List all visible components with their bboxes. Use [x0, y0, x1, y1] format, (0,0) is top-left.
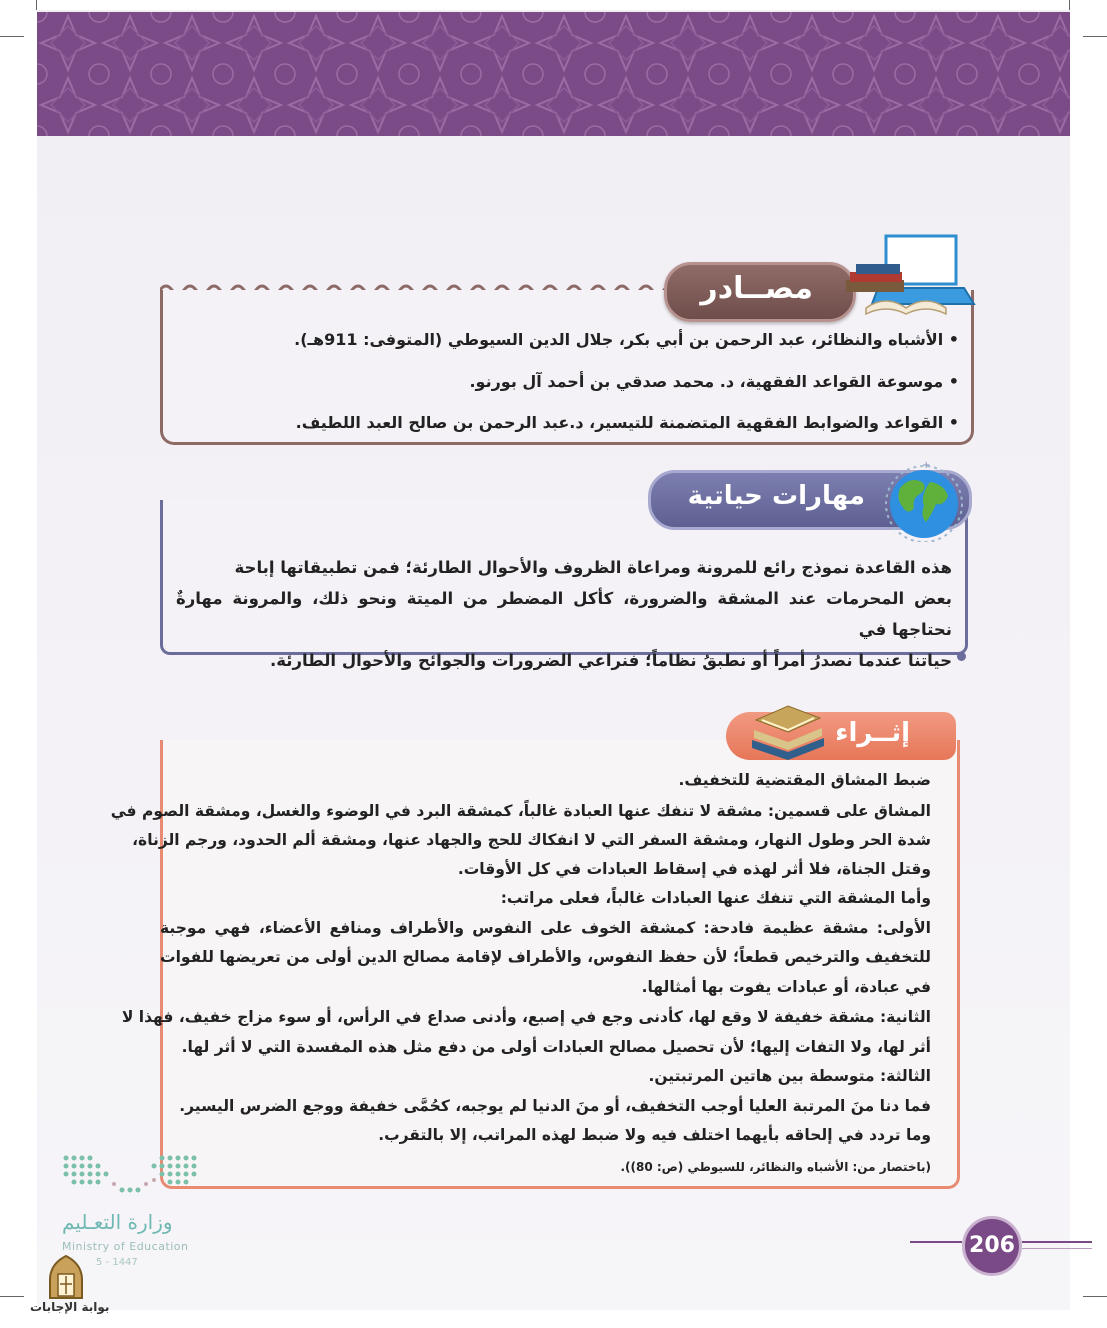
crop-mark [1069, 0, 1070, 10]
edition-year: 5 - 1447 [96, 1257, 138, 1268]
life-skills-text [176, 552, 952, 676]
enrichment-line: ضبط المشاق المقتضية للتخفيف. [678, 771, 931, 789]
enrichment-line: شدة الحر وطول النهار، ومشقة السفر التي لا انفكاك للحج والجهاد عنها، ومشقة ألم الحدود، ورجم الزناة، [132, 831, 931, 849]
bullet-dot [957, 652, 966, 661]
answers-portal-label: بوابة الإجابات [30, 1300, 110, 1314]
sources-item: • القواعد والضوابط الفقهية المتضمنة للتيسير، د.عبد الرحمن بن صالح العبد اللطيف. [295, 413, 959, 432]
books-icon [748, 700, 828, 760]
life-skills-title: مهارات حياتية [687, 481, 865, 511]
enrichment-title: إثــراء [835, 718, 910, 748]
enrichment-line: أثر لها، ولا التفات إليها؛ لأن تحصيل مصالح العبادات أولى من دفع مثل هذه المفسدة التي لا أثر لها. [181, 1038, 931, 1056]
crop-mark [1083, 36, 1107, 37]
enrichment-line: الثالثة: متوسطة بين هاتين المرتبتين. [648, 1067, 931, 1085]
page-number-rule [1022, 1248, 1092, 1249]
answers-portal-logo-icon [44, 1254, 88, 1300]
enrichment-line: للتخفيف والترخيص قطعاً؛ لأن حفظ النفوس، والأطراف لإقامة مصالح الدين أولى من تعريضها للفوات [160, 948, 931, 966]
enrichment-line: الأولى: مشقة عظيمة فادحة: كمشقة الخوف على النفوس والأطراف ومنافع الأعضاء، فهي موجبة [160, 919, 931, 937]
page-number-rule [910, 1241, 962, 1243]
sources-title: مصــادر [700, 271, 813, 306]
enrichment-citation: (باختصار من: الأشباه والنظائر، للسيوطي (ص: 80)). [620, 1160, 931, 1174]
crop-mark [1083, 1296, 1107, 1297]
enrichment-line: المشاق على قسمين: مشقة لا تنفك عنها العبادة غالباً، كمشقة البرد في الوضوء والغسل، ومشقة الصوم في [110, 802, 931, 820]
crop-mark [0, 1296, 24, 1297]
globe-icon [878, 458, 970, 542]
enrichment-line: الثانية: مشقة خفيفة لا وقع لها، كأدنى وجع في إصبع، وأدنى صداع في الرأس، أو سوء مزاج خفيف، فهذا لا [121, 1008, 931, 1026]
page-number-rule [1022, 1241, 1092, 1243]
page-number: 206 [962, 1216, 1022, 1276]
life-skills-line: بعض المحرمات عند المشقة والضرورة، كأكل المضطر من الميتة ونحو ذلك، والمرونة مهارةٌ نحتاجها في [176, 589, 952, 639]
enrichment-line: وقتل الجناة، فلا أثر لهذه في إسقاط العبادات في كل الأوقات. [457, 860, 931, 878]
life-skills-line: هذه القاعدة نموذج رائع للمرونة ومراعاة الظروف والأحوال الطارئة؛ فمن تطبيقاتها إباحة [234, 558, 952, 577]
sources-item: • موسوعة القواعد الفقهية، د. محمد صدقي بن أحمد آل بورنو. [469, 372, 959, 391]
enrichment-line: في عبادة، أو عبادات يفوت بها أمثالها. [641, 978, 931, 996]
enrichment-line: وما تردد في إلحاقه بأيهما اختلف فيه ولا ضبط لهذه المراتب، إلا بالتقرب. [378, 1126, 931, 1144]
ministry-name-english: Ministry of Education [62, 1240, 189, 1253]
islamic-pattern-icon [37, 12, 1070, 136]
ministry-logo-icon [62, 1154, 198, 1200]
svg-text:+: + [922, 460, 931, 471]
crop-mark [0, 36, 24, 37]
sources-title-tab [664, 262, 856, 322]
life-skills-line: حياتنا عندما نصدرُ أمراً أو نطبقُ نظاماً؛ فنراعي الضرورات والجوائح والأحوال الطارئة. [270, 651, 952, 670]
sources-item: • الأشباه والنظائر، عبد الرحمن بن أبي بكر، جلال الدين السيوطي (المتوفى: 911هـ). [294, 330, 959, 349]
ministry-name-arabic: وزارة التعـليم [62, 1210, 173, 1234]
laptop-books-icon [846, 232, 976, 322]
header-banner [37, 12, 1070, 136]
enrichment-line: فما دنا منَ المرتبة العليا أوجب التخفيف، أو منَ الدنيا لم يوجبه، كحُمَّى خفيفة ووجع الضرس اليسير. [179, 1097, 931, 1115]
enrichment-line: وأما المشقة التي تنفك عنها العبادات غالباً، فعلى مراتب: [500, 889, 931, 907]
crop-mark [36, 0, 37, 10]
